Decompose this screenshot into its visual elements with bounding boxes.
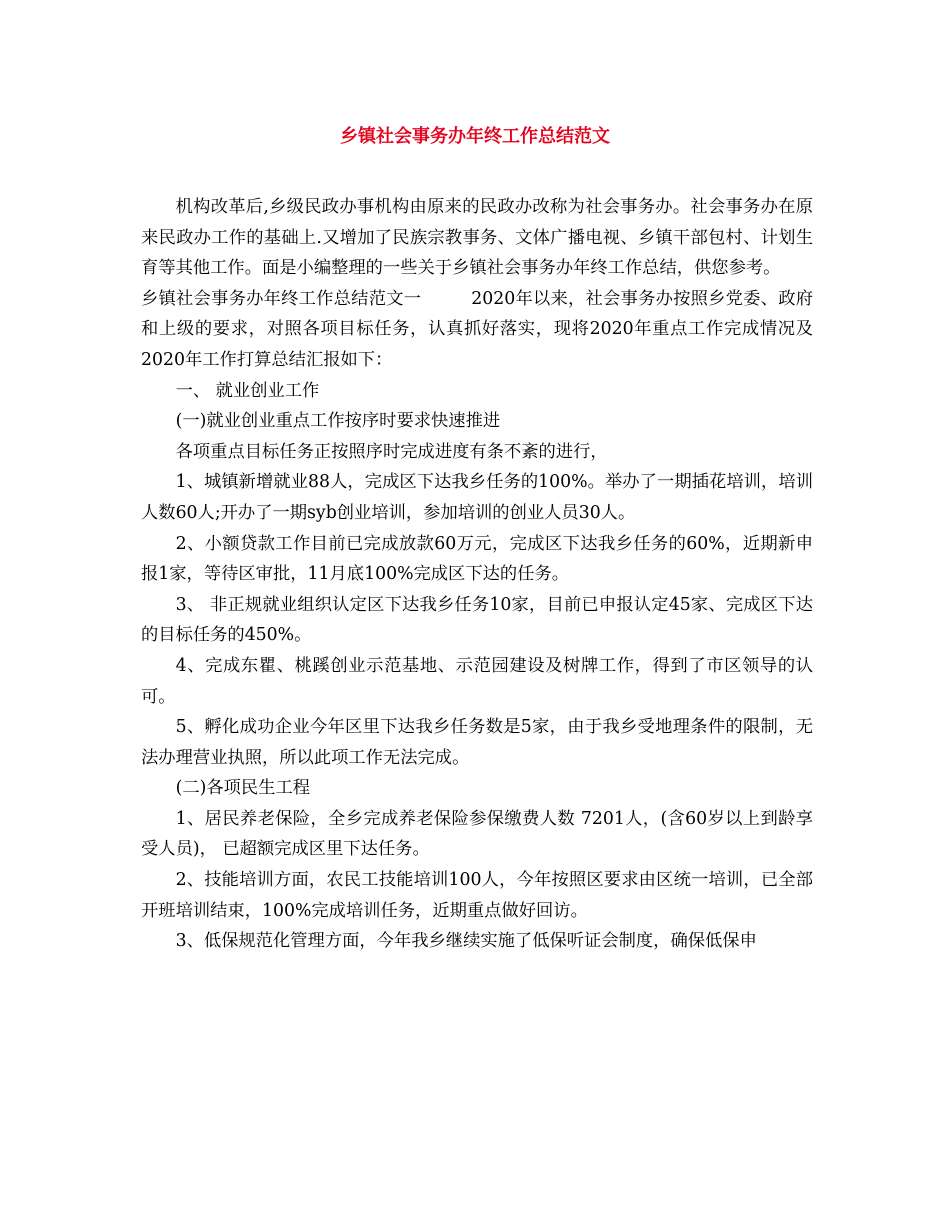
- sub1-lead: 各项重点目标任务正按照序时完成进度有条不紊的进行，: [175, 441, 608, 462]
- sub2-heading: (二)各项民生工程: [175, 778, 311, 799]
- list-item: 3、 非正规就业组织认定区下达我乡任务10家，目前已申报认定45家、完成区下达的目标任务的450%。: [141, 594, 813, 646]
- list-item: 1、城镇新增就业88人，完成区下达我乡任务的100%。举办了一期插花培训，培训人数60人;开办了一期syb创业培训，参加培训的创业人员30人。: [141, 472, 813, 523]
- sub1-heading: (一)就业创业重点工作按序时要求快速推进: [175, 411, 501, 432]
- section-paragraph: [141, 284, 813, 376]
- list-item: 1、居民养老保险，全乡完成养老保险参保缴费人数 7201人，(含60岁以上到龄享受人员)， 已超额完成区里下达任务。: [141, 808, 813, 860]
- list-item: 4、完成东瞿、桃蹊创业示范基地、示范园建设及树牌工作，得到了市区领导的认可。: [141, 655, 813, 707]
- list-item: 2、技能培训方面，农民工技能培训100人，今年按照区要求由区统一培训，已全部开班培训结束，100%完成培训任务，近期重点做好回访。: [141, 870, 813, 921]
- list-item: 5、孵化成功企业今年区里下达我乡任务数是5家，由于我乡受地理条件的限制，无法办理营业执照，所以此项工作无法完成。: [141, 717, 813, 768]
- section-heading: 乡镇社会事务办年终工作总结范文一: [141, 288, 422, 309]
- document-body: [141, 192, 813, 957]
- part1-heading: 一、 就业创业工作: [175, 380, 320, 401]
- list-item: 3、低保规范化管理方面，今年我乡继续实施了低保听证会制度，确保低保申: [175, 931, 757, 952]
- list-item: 2、小额贷款工作目前已完成放款60万元，完成区下达我乡任务的60%，近期新申报1家，等待区审批，11月底100%完成区下达的任务。: [141, 533, 813, 585]
- document-title: 乡镇社会事务办年终工作总结范文: [340, 126, 610, 147]
- intro-paragraph: 机构改革后,乡级民政办事机构由原来的民政办改称为社会事务办。社会事务办在原来民政办工作的基础上.又增加了民族宗教事务、文体广播电视、乡镇干部包村、计划生育等其他工作。面是小编整理的一些关于乡镇社会事务办年终工作总结，供您参考。: [141, 197, 813, 279]
- section-intro: 2020年以来，社会事务办按照乡党委、政府和上级的要求，对照各项目标任务，认真抓好落实，现将2020年重点工作完成情况及2020年工作打算总结汇报如下：: [141, 288, 813, 370]
